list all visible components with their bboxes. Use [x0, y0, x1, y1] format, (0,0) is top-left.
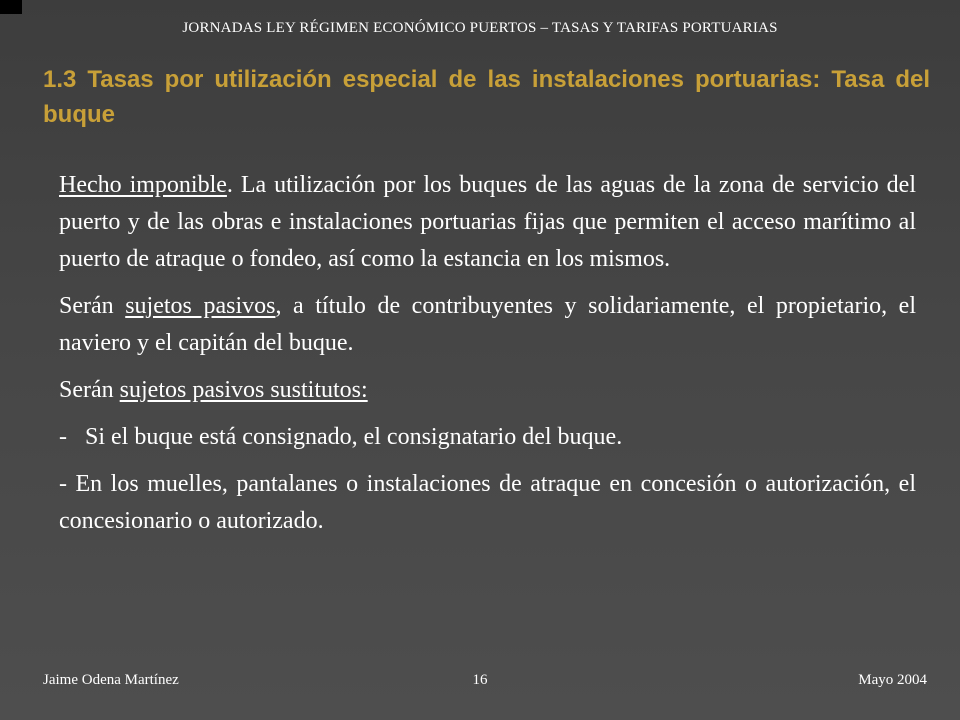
- text-concesion: - En los muelles, pantalanes o instalaciones de atraque en concesión o autorización, el concesionario o autorizado.: [59, 471, 916, 534]
- paragraph-hecho-imponible: [59, 167, 916, 278]
- list-item-consignado: [59, 419, 916, 456]
- slide-body: [59, 167, 916, 540]
- paragraph-sujetos-sustitutos: [59, 372, 916, 409]
- footer-date: Mayo 2004: [858, 672, 927, 688]
- text-prefix: Serán: [59, 377, 120, 403]
- footer-author: Jaime Odena Martínez: [43, 672, 179, 688]
- paragraph-sujetos-pasivos: [59, 288, 916, 362]
- term-sujetos-sustitutos: sujetos pasivos sustitutos:: [119, 377, 368, 403]
- footer-page-number: 16: [472, 672, 488, 688]
- corner-mark: [0, 0, 22, 14]
- term-hecho-imponible: Hecho imponible: [59, 172, 227, 198]
- text-consignado: - Si el buque está consignado, el consignatario del buque.: [59, 424, 623, 450]
- slide-header: JORNADAS LEY RÉGIMEN ECONÓMICO PUERTOS – TASAS Y TARIFAS PORTUARIAS: [182, 20, 778, 36]
- text-hecho-imponible: . La utilización por los buques de las aguas de la zona de servicio del puerto y de las obras e instalaciones portuarias fijas que permiten el acceso marítimo al puerto de atraque o fondeo, así como la estancia en los mismos.: [59, 172, 917, 272]
- list-item-concesion: [59, 466, 916, 540]
- text-sujetos-pasivos: , a título de contribuyentes y solidariamente, el propietario, el naviero y el capitán del buque.: [59, 293, 916, 356]
- term-sujetos-pasivos: sujetos pasivos: [125, 293, 276, 319]
- text-prefix: Serán: [59, 293, 126, 319]
- slide-title: 1.3 Tasas por utilización especial de las instalaciones portuarias: Tasa del buque: [43, 66, 930, 128]
